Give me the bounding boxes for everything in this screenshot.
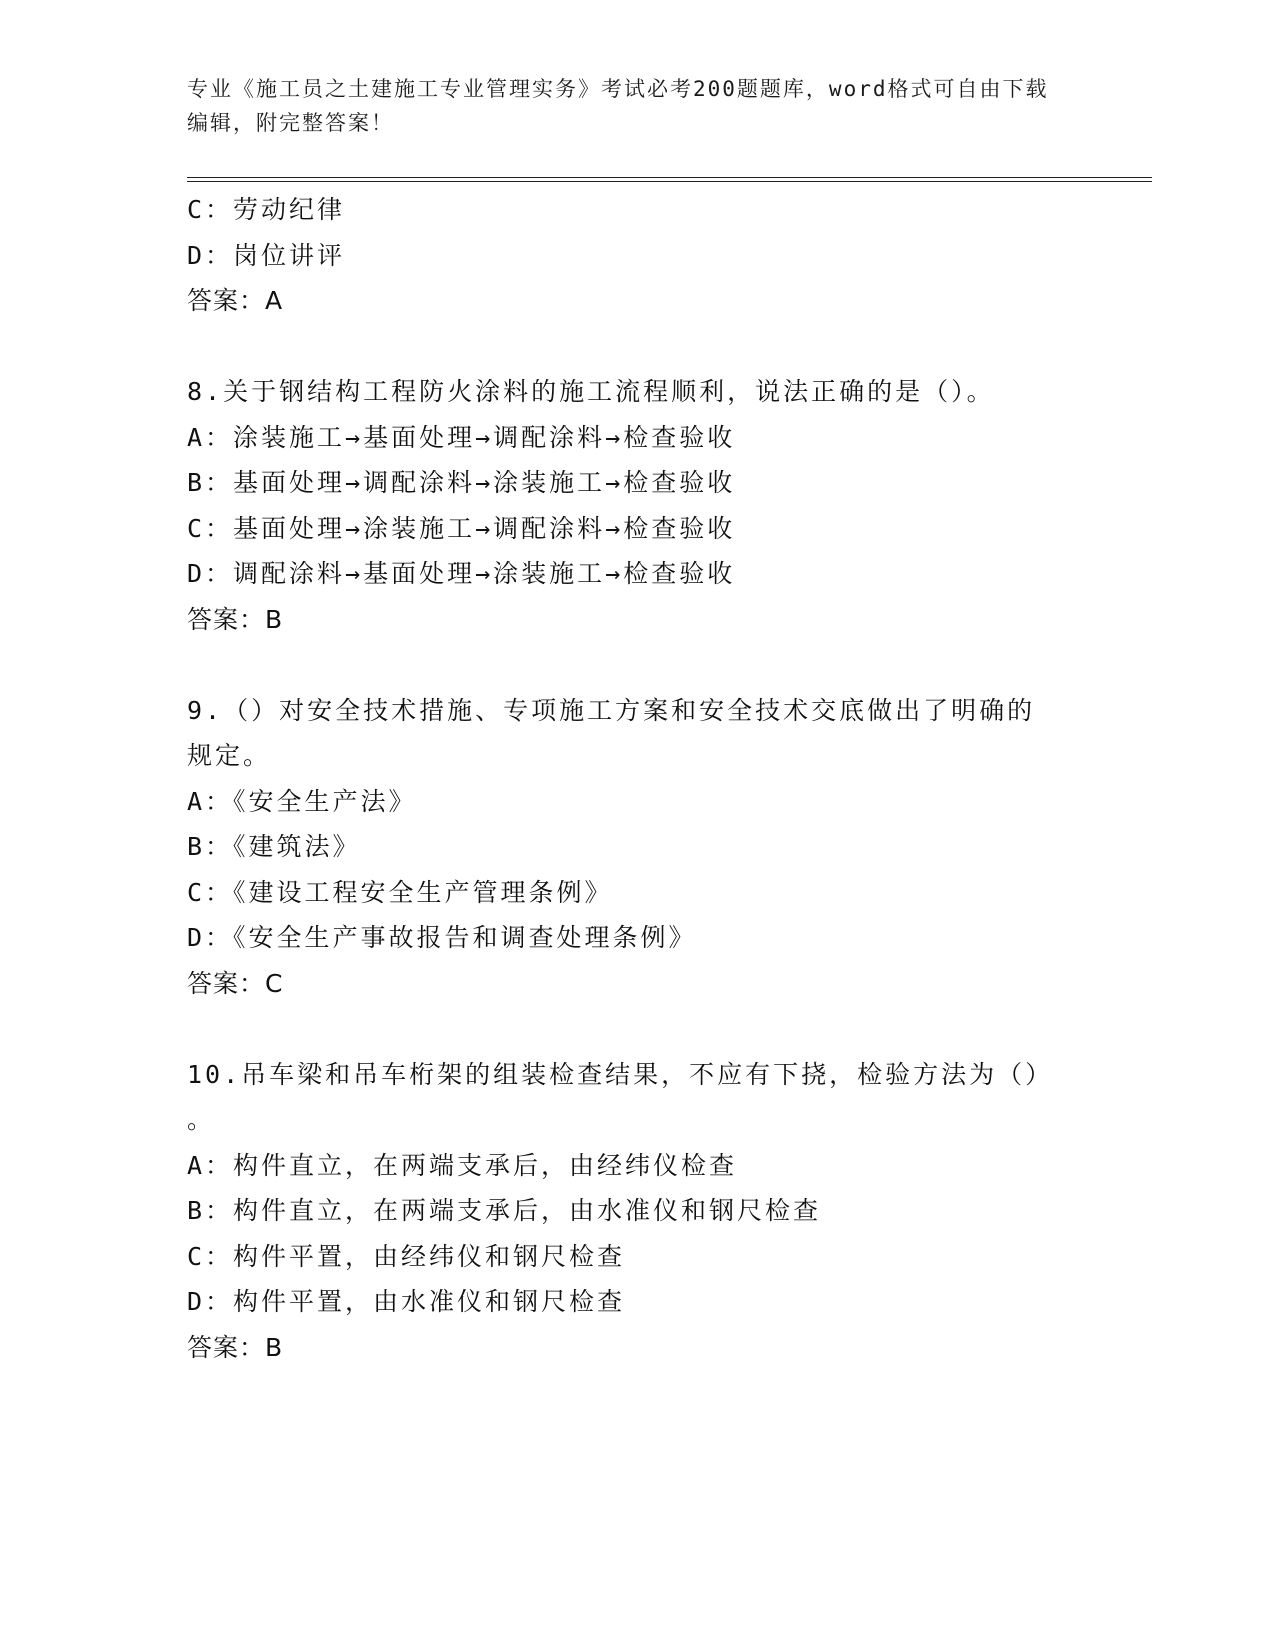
question-10 xyxy=(187,1052,1067,1371)
option-b: B：《建筑法》 xyxy=(187,832,361,861)
option-a: A：《安全生产法》 xyxy=(187,786,417,816)
question-content xyxy=(187,187,1067,1370)
question-stem-continued: 规定。 xyxy=(187,741,272,770)
question-9 xyxy=(187,688,1067,1007)
option-c: C：基面处理→涂装施工→调配涂料→检查验收 xyxy=(187,513,736,543)
option-d: D：构件平置，由水准仪和钢尺检查 xyxy=(187,1287,626,1316)
spacer xyxy=(187,1006,1067,1052)
answer-line: 答案：B xyxy=(187,1332,284,1362)
header-divider xyxy=(187,177,1152,182)
answer-line: 答案：A xyxy=(187,286,284,315)
option-b: B：基面处理→调配涂料→涂装施工→检查验收 xyxy=(187,468,736,497)
option-d: D：调配涂料→基面处理→涂装施工→检查验收 xyxy=(187,559,736,588)
answer-line: 答案：B xyxy=(187,604,284,634)
option-b: B：构件直立，在两端支承后，由水准仪和钢尺检查 xyxy=(187,1196,822,1225)
option-c: C：《建设工程安全生产管理条例》 xyxy=(187,877,613,907)
question-stem: 8.关于钢结构工程防火涂料的施工流程顺利，说法正确的是（）。 xyxy=(187,377,995,406)
page-header: 专业《施工员之土建施工专业管理实务》考试必考200题题库，word格式可自由下载编辑，附完整答案！ xyxy=(187,77,1049,135)
option-a: A：构件直立，在两端支承后，由经纬仪检查 xyxy=(187,1150,738,1180)
question-stem: 10.吊车梁和吊车桁架的组装检查结果，不应有下挠，检验方法为（） xyxy=(187,1059,1054,1089)
option-c: C：构件平置，由经纬仪和钢尺检查 xyxy=(187,1241,626,1271)
option-a: A：涂装施工→基面处理→调配涂料→检查验收 xyxy=(187,422,736,452)
spacer xyxy=(187,324,1067,370)
question-8 xyxy=(187,369,1067,642)
answer-line: 答案：C xyxy=(187,968,284,998)
option-c: C：劳动纪律 xyxy=(187,195,346,224)
spacer xyxy=(187,642,1067,688)
question-stem-continued: 。 xyxy=(187,1105,216,1134)
question-stem: 9.（）对安全技术措施、专项施工方案和安全技术交底做出了明确的 xyxy=(187,695,1036,725)
option-d: D：《安全生产事故报告和调查处理条例》 xyxy=(187,923,697,952)
option-d: D：岗位讲评 xyxy=(187,240,346,270)
